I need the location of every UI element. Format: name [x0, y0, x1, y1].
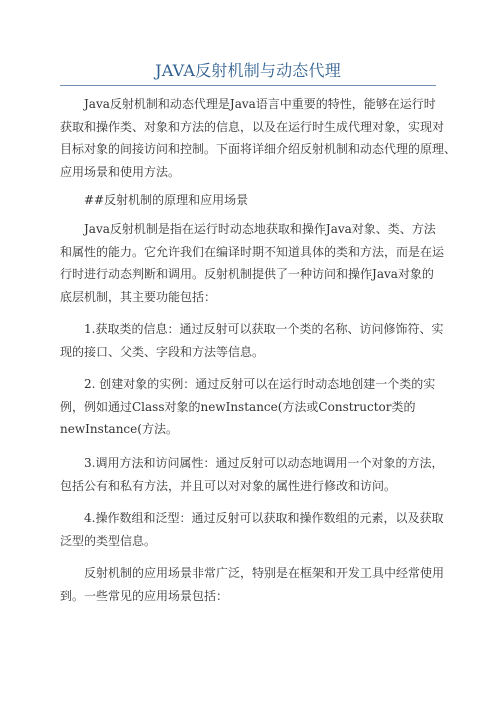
- paragraph-line: 和属性的能力。它允许我们在编译时期不知道具体的类和方法，而是在运: [60, 244, 445, 259]
- paragraph-line: 1.获取类的信息：通过反射可以获取一个类的名称、访问修饰符、实: [84, 322, 444, 336]
- use-cases-intro-paragraph: [60, 562, 445, 607]
- feature-item-3: [60, 452, 444, 497]
- paragraph-line: 例，例如通过Class对象的newInstance(方法或Constructor类的: [60, 399, 416, 414]
- paragraph-line: 4.操作数组和泛型：通过反射可以获取和操作数组的元素，以及获取: [84, 511, 444, 525]
- paragraph-line: 目标对象的间接访问和控制。下面将详细介绍反射机制和动态代理的原理、: [60, 142, 457, 156]
- document-title: JAVA反射机制与动态代理: [155, 61, 341, 80]
- paragraph-line: 底层机制，其主要功能包括：: [60, 289, 217, 304]
- feature-item-4: [60, 507, 444, 552]
- feature-item-2: [60, 373, 436, 441]
- paragraph-line: 到。一些常见的应用场景包括：: [60, 588, 229, 603]
- paragraph-line: newInstance(方法。: [60, 422, 178, 436]
- reflection-definition-paragraph: [60, 218, 445, 308]
- paragraph-line: 3.调用方法和访问属性：通过反射可以动态地调用一个对象的方法，: [84, 456, 444, 470]
- paragraph-line: 获取和操作类、对象和方法的信息，以及在运行时生成代理对象，实现对: [60, 119, 445, 134]
- paragraph-line: 2. 创建对象的实例：通过反射可以在运行时动态地创建一个类的实: [84, 377, 436, 391]
- paragraph-line: Java反射机制是指在运行时动态地获取和操作Java对象、类、方法: [84, 222, 436, 236]
- paragraph-line: 包括公有和私有方法，并且可以对对象的属性进行修改和访问。: [60, 478, 397, 493]
- paragraph-line: 行时进行动态判断和调用。反射机制提供了一种访问和操作Java对象的: [60, 267, 434, 281]
- title-underline: [60, 85, 436, 86]
- paragraph-line: 现的接口、父类、字段和方法等信息。: [60, 344, 265, 359]
- paragraph-line: Java反射机制和动态代理是Java语言中重要的特性，能够在运行时: [84, 97, 436, 111]
- paragraph-line: 应用场景和使用方法。: [60, 164, 181, 179]
- paragraph-line: 反射机制的应用场景非常广泛，特别是在框架和开发工具中经常使用: [84, 566, 445, 580]
- feature-item-1: [60, 318, 444, 363]
- paragraph-line: 泛型的类型信息。: [60, 533, 157, 548]
- section-heading-text: ##反射机制的原理和应用场景: [84, 193, 249, 207]
- section-heading: [60, 189, 436, 212]
- intro-paragraph: [60, 93, 457, 183]
